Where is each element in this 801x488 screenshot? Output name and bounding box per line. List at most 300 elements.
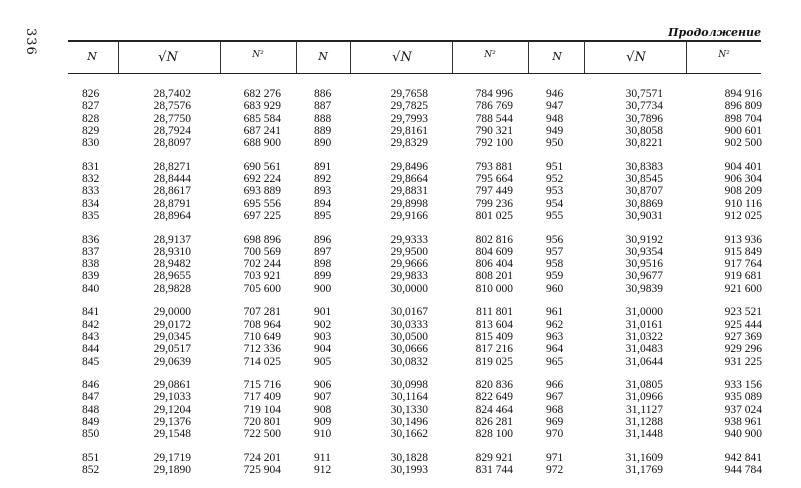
cell-square-value: 919 681 [724,270,762,283]
cell-n-value: 830 [82,137,100,150]
row-group [725,161,762,222]
cell-sqrt-value: 30,1993 [390,464,428,477]
row-group [546,161,563,222]
row-group [82,306,99,367]
cell-sqrt-value: 29,9166 [390,209,428,222]
cell-sqrt-value: 30,0666 [390,343,428,356]
header-n: N [87,50,97,63]
cell-n-value: 906 [314,379,332,392]
cell-sqrt-value: 29,0517 [153,343,191,356]
cell-square-value: 710 649 [243,330,281,343]
cell-square-value: 692 224 [243,173,281,186]
cell-sqrt-value: 29,0639 [153,355,191,368]
cell-square-value: 923 521 [724,306,762,319]
row-group [546,234,563,295]
column-square-value [725,88,762,488]
cell-sqrt-value: 31,0000 [625,306,663,319]
cell-n-value: 828 [82,112,100,125]
cell-square-value: 811 801 [476,306,513,319]
cell-sqrt-value: 28,7924 [153,124,191,137]
row-group [476,379,513,440]
cell-sqrt-value: 29,1890 [153,464,191,477]
cell-n-value: 846 [82,379,100,392]
cell-square-value: 722 500 [243,428,281,441]
cell-n-value: 961 [546,306,564,319]
row-group [626,306,663,367]
cell-square-value: 688 900 [243,137,281,150]
cell-square-value: 808 201 [475,270,513,283]
cell-sqrt-value: 30,1496 [390,416,428,429]
cell-n-value: 897 [314,245,332,258]
cell-n-value: 852 [82,464,100,477]
cell-n-value: 893 [314,185,332,198]
cell-n-value: 849 [82,416,100,429]
row-group [725,452,762,477]
cell-n-value: 839 [82,270,100,283]
cell-n-value: 831 [82,160,100,173]
cell-square-value: 942 841 [724,451,762,464]
cell-sqrt-value: 28,9828 [153,282,191,295]
cell-square-value: 786 769 [475,100,513,113]
cell-square-value: 819 025 [475,355,513,368]
row-group [391,306,428,367]
cell-n-value: 847 [82,391,100,404]
cell-sqrt-value: 30,0998 [390,379,428,392]
cell-square-value: 683 929 [243,100,281,113]
cell-sqrt-value: 30,8058 [625,124,663,137]
row-group [314,234,331,295]
cell-sqrt-value: 28,9655 [153,270,191,283]
cell-sqrt-value: 30,1164 [391,391,428,404]
cell-n-value: 850 [82,428,100,441]
cell-sqrt-value: 31,0161 [625,318,663,331]
cell-n-value: 964 [546,343,564,356]
header-sqrt-n: √N [392,50,412,65]
cell-sqrt-value: 30,8221 [625,137,663,150]
row-group [626,161,663,222]
cell-n-value: 838 [82,258,100,271]
row-group [725,379,762,440]
cell-n-value: 851 [82,451,100,464]
header-sqrt-n: √N [626,50,646,65]
row-group [244,452,281,477]
row-group [476,161,513,222]
cell-square-value: 908 209 [724,185,762,198]
column-sqrt-value [626,88,663,488]
cell-sqrt-value: 30,1828 [390,451,428,464]
cell-n-value: 952 [546,173,564,186]
cell-sqrt-value: 30,8545 [625,173,663,186]
cell-sqrt-value: 30,0000 [390,282,428,295]
cell-n-value: 904 [314,343,332,356]
cell-sqrt-value: 29,0172 [153,318,191,331]
cell-n-value: 844 [82,343,100,356]
cell-sqrt-value: 29,1033 [153,391,191,404]
cell-square-value: 719 104 [243,403,281,416]
cell-sqrt-value: 31,1609 [625,451,663,464]
cell-square-value: 933 156 [724,379,762,392]
cell-n-value: 848 [82,403,100,416]
cell-square-value: 712 336 [243,343,281,356]
cell-square-value: 929 296 [724,343,762,356]
header-n: N [318,50,328,63]
cell-square-value: 935 089 [724,391,762,404]
cell-n-value: 971 [546,451,564,464]
cell-sqrt-value: 28,8617 [153,185,191,198]
cell-n-value: 956 [546,233,564,246]
row-group [314,452,331,477]
cell-square-value: 906 304 [724,173,762,186]
row-group [244,161,281,222]
cell-sqrt-value: 31,0483 [625,343,663,356]
cell-square-value: 904 401 [724,160,762,173]
cell-square-value: 725 904 [243,464,281,477]
cell-sqrt-value: 31,0966 [625,391,663,404]
cell-square-value: 813 604 [475,318,513,331]
cell-n-value: 948 [546,112,564,125]
row-group [154,234,191,295]
cell-square-value: 715 716 [243,379,281,392]
cell-square-value: 902 500 [724,137,762,150]
column-sqrt-value [391,88,428,488]
row-group [154,306,191,367]
cell-square-value: 695 556 [243,197,281,210]
row-group [82,452,99,477]
row-group [82,379,99,440]
cell-n-value: 886 [314,88,332,100]
cell-square-value: 804 609 [475,245,513,258]
cell-n-value: 890 [314,137,332,150]
cell-n-value: 898 [314,258,332,271]
header-n-squared: N² [718,50,730,60]
cell-n-value: 905 [314,355,332,368]
cell-n-value: 891 [314,160,332,173]
cell-sqrt-value: 28,9137 [153,233,191,246]
cell-n-value: 955 [546,209,564,222]
column-n-value [82,88,99,488]
row-group [314,379,331,440]
cell-sqrt-value: 31,0644 [625,355,663,368]
cell-square-value: 724 201 [243,451,281,464]
cell-sqrt-value: 28,8964 [153,209,191,222]
cell-square-value: 900 601 [724,124,762,137]
cell-sqrt-value: 29,0861 [153,379,191,392]
cell-n-value: 840 [82,282,100,295]
cell-n-value: 826 [82,88,100,100]
continued-label: Продолжение [668,26,761,39]
cell-n-value: 911 [314,451,331,464]
cell-sqrt-value: 30,0167 [390,306,428,319]
cell-sqrt-value: 28,8271 [153,160,191,173]
row-group [244,234,281,295]
row-group [546,88,563,149]
cell-square-value: 896 809 [724,100,762,113]
cell-sqrt-value: 31,1448 [625,428,663,441]
cell-n-value: 899 [314,270,332,283]
cell-n-value: 970 [546,428,564,441]
cell-n-value: 892 [314,173,332,186]
column-square-value [476,88,513,488]
cell-square-value: 690 561 [243,160,281,173]
column-sqrt-value [154,88,191,488]
cell-n-value: 912 [314,464,332,477]
row-group [314,306,331,367]
cell-square-value: 720 801 [243,416,281,429]
row-group [725,234,762,295]
row-group [154,452,191,477]
cell-sqrt-value: 31,0805 [625,379,663,392]
cell-n-value: 972 [546,464,564,477]
cell-sqrt-value: 29,1548 [153,428,191,441]
cell-n-value: 963 [546,330,564,343]
row-group [546,306,563,367]
row-group [244,88,281,149]
row-group [154,161,191,222]
page-number: 336 [23,28,38,56]
row-group [82,161,99,222]
cell-square-value: 912 025 [724,209,762,222]
cell-sqrt-value: 30,1662 [390,428,428,441]
cell-square-value: 705 600 [243,282,281,295]
cell-square-value: 938 961 [724,416,762,429]
cell-sqrt-value: 30,0500 [390,330,428,343]
cell-sqrt-value: 29,1204 [153,403,191,416]
cell-n-value: 901 [314,306,332,319]
cell-square-value: 810 000 [475,282,513,295]
cell-n-value: 949 [546,124,564,137]
table-header-rule [68,73,761,74]
cell-n-value: 888 [314,112,332,125]
cell-square-value: 700 569 [243,245,281,258]
cell-sqrt-value: 30,9192 [625,233,663,246]
cell-sqrt-value: 28,8097 [153,137,191,150]
cell-sqrt-value: 29,8664 [390,173,428,186]
cell-square-value: 820 836 [475,379,513,392]
row-group [476,88,513,149]
cell-sqrt-value: 30,0333 [390,318,428,331]
cell-sqrt-value: 30,0832 [390,355,428,368]
cell-square-value: 797 449 [475,185,513,198]
cell-square-value: 788 544 [475,112,513,125]
row-group [626,452,663,477]
cell-square-value: 927 369 [724,330,762,343]
cell-n-value: 958 [546,258,564,271]
cell-square-value: 931 225 [724,355,762,368]
row-group [546,452,563,477]
header-n-squared: N² [484,50,496,60]
row-group [725,306,762,367]
cell-square-value: 707 281 [243,306,281,319]
cell-square-value: 687 241 [243,124,281,137]
row-group [626,88,663,149]
header-n-squared: N² [252,50,264,60]
cell-sqrt-value: 29,7658 [390,88,428,100]
cell-n-value: 895 [314,209,332,222]
row-group [626,234,663,295]
cell-sqrt-value: 29,8831 [390,185,428,198]
cell-square-value: 831 744 [475,464,513,477]
cell-sqrt-value: 30,8869 [625,197,663,210]
cell-n-value: 968 [546,403,564,416]
cell-n-value: 950 [546,137,564,150]
row-group [82,88,99,149]
cell-square-value: 795 664 [475,173,513,186]
cell-sqrt-value: 30,8383 [625,160,663,173]
cell-sqrt-value: 31,1769 [625,464,663,477]
cell-n-value: 896 [314,233,332,246]
column-square-value [244,88,281,488]
cell-sqrt-value: 30,9839 [625,282,663,295]
cell-n-value: 951 [546,160,564,173]
cell-sqrt-value: 28,8791 [153,197,191,210]
row-group [725,88,762,149]
cell-n-value: 841 [82,306,100,319]
cell-sqrt-value: 31,0322 [625,330,663,343]
row-group [154,88,191,149]
row-group [391,234,428,295]
cell-square-value: 824 464 [475,403,513,416]
cell-sqrt-value: 28,7576 [153,100,191,113]
row-group [244,379,281,440]
cell-n-value: 829 [82,124,100,137]
row-group [391,452,428,477]
cell-sqrt-value: 30,7571 [625,88,663,100]
cell-square-value: 793 881 [475,160,513,173]
cell-n-value: 845 [82,355,100,368]
cell-square-value: 910 116 [725,197,762,210]
row-group [391,379,428,440]
cell-square-value: 801 025 [475,209,513,222]
cell-n-value: 832 [82,173,100,186]
cell-square-value: 828 100 [475,428,513,441]
cell-square-value: 937 024 [724,403,762,416]
cell-square-value: 944 784 [724,464,762,477]
cell-square-value: 708 964 [243,318,281,331]
cell-n-value: 908 [314,403,332,416]
header-n: N [552,50,562,63]
cell-square-value: 802 816 [475,233,513,246]
cell-n-value: 835 [82,209,100,222]
cell-square-value: 921 600 [724,282,762,295]
cell-sqrt-value: 29,0345 [153,330,191,343]
cell-sqrt-value: 30,7896 [625,112,663,125]
cell-sqrt-value: 30,9516 [625,258,663,271]
column-n-value [546,88,563,488]
cell-square-value: 693 889 [243,185,281,198]
cell-sqrt-value: 29,9666 [390,258,428,271]
cell-n-value: 910 [314,428,332,441]
cell-n-value: 833 [82,185,100,198]
cell-square-value: 784 996 [475,88,513,100]
cell-square-value: 799 236 [475,197,513,210]
cell-sqrt-value: 30,9031 [625,209,663,222]
cell-square-value: 703 921 [243,270,281,283]
row-group [391,88,428,149]
cell-n-value: 907 [314,391,332,404]
cell-n-value: 954 [546,197,564,210]
cell-square-value: 714 025 [243,355,281,368]
cell-square-value: 698 896 [243,233,281,246]
cell-sqrt-value: 29,9500 [390,245,428,258]
cell-sqrt-value: 31,1127 [626,403,663,416]
row-group [314,161,331,222]
cell-sqrt-value: 28,7402 [153,88,191,100]
cell-n-value: 946 [546,88,564,100]
cell-n-value: 887 [314,100,332,113]
cell-square-value: 913 936 [724,233,762,246]
cell-sqrt-value: 29,9833 [390,270,428,283]
cell-sqrt-value: 29,1719 [153,451,191,464]
cell-square-value: 917 764 [724,258,762,271]
cell-square-value: 894 916 [724,88,762,100]
row-group [314,88,331,149]
cell-square-value: 697 225 [243,209,281,222]
cell-n-value: 834 [82,197,100,210]
cell-n-value: 959 [546,270,564,283]
cell-square-value: 685 584 [243,112,281,125]
cell-n-value: 889 [314,124,332,137]
header-sqrt-n: √N [158,50,178,65]
cell-n-value: 947 [546,100,564,113]
cell-sqrt-value: 29,7825 [390,100,428,113]
cell-square-value: 925 444 [724,318,762,331]
cell-n-value: 903 [314,330,332,343]
cell-n-value: 909 [314,416,332,429]
cell-n-value: 902 [314,318,332,331]
cell-sqrt-value: 29,8161 [390,124,428,137]
cell-n-value: 900 [314,282,332,295]
cell-square-value: 822 649 [475,391,513,404]
cell-sqrt-value: 29,9333 [390,233,428,246]
row-group [626,379,663,440]
row-group [476,234,513,295]
cell-sqrt-value: 30,9354 [625,245,663,258]
column-n-value [314,88,331,488]
cell-square-value: 682 276 [243,88,281,100]
row-group [154,379,191,440]
cell-square-value: 826 281 [475,416,513,429]
cell-n-value: 969 [546,416,564,429]
cell-n-value: 843 [82,330,100,343]
cell-n-value: 837 [82,245,100,258]
cell-n-value: 957 [546,245,564,258]
cell-square-value: 717 409 [243,391,281,404]
row-group [546,379,563,440]
cell-square-value: 817 216 [475,343,513,356]
row-group [476,452,513,477]
cell-sqrt-value: 28,8444 [153,173,191,186]
cell-n-value: 960 [546,282,564,295]
cell-n-value: 953 [546,185,564,198]
cell-square-value: 940 900 [724,428,762,441]
cell-square-value: 915 849 [724,245,762,258]
row-group [391,161,428,222]
cell-sqrt-value: 28,9310 [153,245,191,258]
cell-n-value: 842 [82,318,100,331]
cell-sqrt-value: 28,9482 [153,258,191,271]
cell-square-value: 792 100 [475,137,513,150]
cell-square-value: 829 921 [475,451,513,464]
cell-sqrt-value: 30,1330 [390,403,428,416]
cell-n-value: 836 [82,233,100,246]
cell-n-value: 894 [314,197,332,210]
cell-sqrt-value: 29,8496 [390,160,428,173]
cell-n-value: 965 [546,355,564,368]
cell-sqrt-value: 29,8998 [390,197,428,210]
row-group [82,234,99,295]
cell-square-value: 790 321 [475,124,513,137]
cell-sqrt-value: 29,0000 [153,306,191,319]
